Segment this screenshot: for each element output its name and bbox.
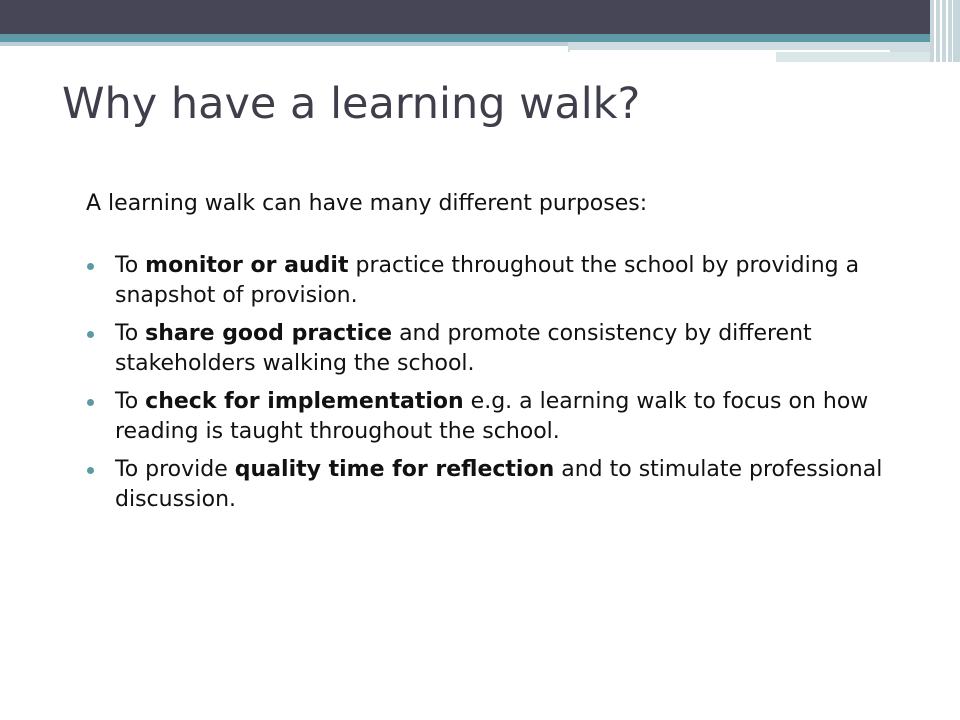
bullet-rest: and promote consistency by different stakeholders walking the school. xyxy=(115,321,812,376)
header-dark-band xyxy=(0,0,960,34)
list-item xyxy=(86,387,886,447)
bullet-dot-icon xyxy=(87,331,94,338)
bullet-rest: and to stimulate professional discussion. xyxy=(115,457,883,512)
bullet-emphasis: quality time for reflection xyxy=(234,457,555,482)
bullet-dot-icon xyxy=(87,467,94,474)
purpose-list xyxy=(86,251,886,515)
list-item xyxy=(86,251,886,311)
bullet-lead: To xyxy=(115,389,146,414)
header-thin-line xyxy=(570,50,890,52)
bullet-emphasis: share good practice xyxy=(145,321,393,346)
header-teal-stripe xyxy=(0,34,960,42)
header-edge-line-2 xyxy=(940,0,942,62)
bullet-dot-icon xyxy=(87,263,94,270)
bullet-rest: e.g. a learning walk to focus on how reading is taught throughout the school. xyxy=(115,389,869,444)
bullet-rest: practice throughout the school by providing a snapshot of provision. xyxy=(115,253,860,308)
slide-title: Why have a learning walk? xyxy=(62,79,641,129)
intro-text: A learning walk can have many different purposes: xyxy=(86,191,648,216)
slide-body xyxy=(86,187,886,523)
header-edge-line-4 xyxy=(952,0,953,62)
bullet-dot-icon xyxy=(87,399,94,406)
bullet-emphasis: check for implementation xyxy=(145,389,464,414)
header-edge-line-3 xyxy=(946,0,948,62)
header-edge-line-1 xyxy=(934,0,936,62)
list-item xyxy=(86,455,886,515)
list-item xyxy=(86,319,886,379)
bullet-emphasis: monitor or audit xyxy=(145,253,349,278)
bullet-lead: To provide xyxy=(115,457,235,482)
bullet-lead: To xyxy=(115,321,146,346)
bullet-lead: To xyxy=(115,253,146,278)
